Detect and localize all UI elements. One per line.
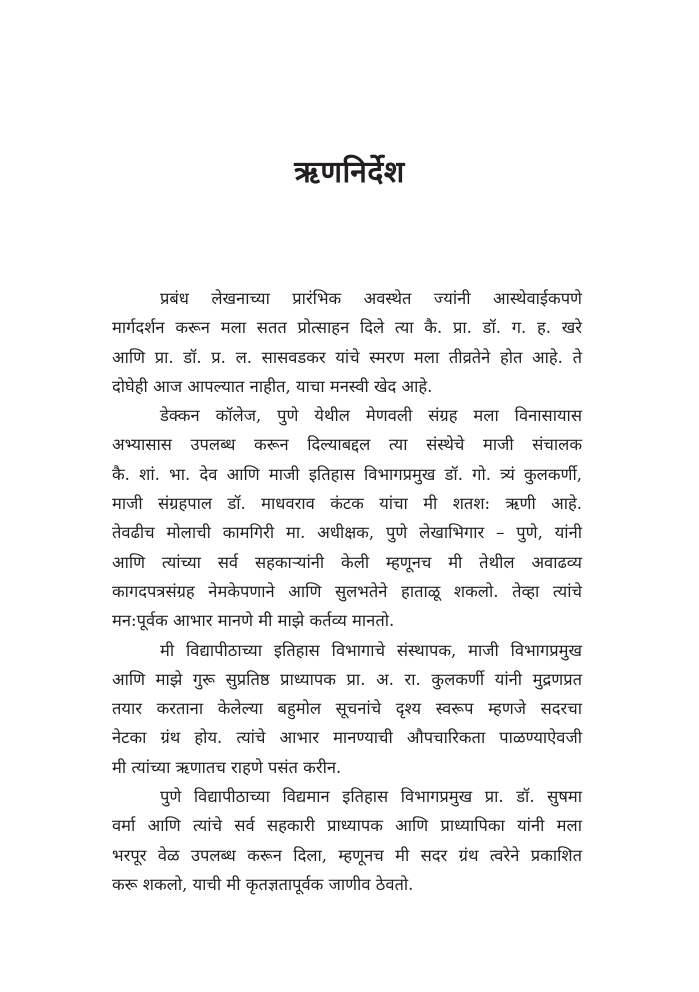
text-line: माजी संग्रहपाल डॉ. माधवराव कंटक यांचा मी शतश: ऋणी आहे. bbox=[112, 494, 582, 514]
text-line: भरपूर वेळ उपलब्ध करून दिला, म्हणूनच मी सदर ग्रंथ त्वरेने प्रकाशित bbox=[112, 845, 582, 865]
text-line: अभ्यासास उपलब्ध करून दिल्याबद्दल त्या संस्थेचे माजी संचालक bbox=[112, 435, 582, 455]
text-line: कै. शां. भा. देव आणि माजी इतिहास विभागप्रमुख डॉ. गो. त्र्यं कुलकर्णी, bbox=[112, 464, 582, 484]
text-line: मी त्यांच्या ऋणातच राहणे पसंत करीन. bbox=[112, 757, 342, 777]
text-line: मन:पूर्वक आभार मानणे मी माझे कर्तव्य मानतो. bbox=[112, 611, 395, 631]
text-line: कागदपत्रसंग्रह नेमकेपणाने आणि सुलभतेने हाताळू शकलो. तेव्हा त्यांचे bbox=[112, 581, 582, 601]
paragraph-4 bbox=[112, 782, 582, 899]
acknowledgement-body bbox=[112, 284, 582, 899]
paragraph-3 bbox=[112, 636, 582, 782]
text-line: पुणे विद्यापीठाच्या विद्यमान इतिहास विभागप्रमुख प्रा. डॉ. सुषमा bbox=[160, 787, 582, 807]
page-title: ऋणनिर्देश bbox=[294, 155, 405, 190]
text-line: करू शकलो, याची मी कृतज्ञतापूर्वक जाणीव ठेवतो. bbox=[112, 874, 414, 894]
text-line: मार्गदर्शन करून मला सतत प्रोत्साहन दिले त्या कै. प्रा. डॉ. ग. ह. खरे bbox=[112, 318, 582, 338]
text-line: आणि माझे गुरू सुप्रतिष्ठ प्राध्यापक प्रा. अ. रा. कुलकर्णी यांनी मुद्रणप्रत bbox=[112, 669, 582, 689]
text-line: दोघेही आज आपल्यात नाहीत, याचा मनस्वी खेद आहे. bbox=[112, 376, 433, 396]
text-line: डेक्कन कॉलेज, पुणे येथील मेणवली संग्रह मला विनासायास bbox=[160, 406, 582, 426]
text-line: प्रबंध लेखनाच्या प्रारंभिक अवस्थेत ज्यांनी आस्थेवाईकपणे bbox=[160, 289, 582, 308]
text-line: आणि त्यांच्या सर्व सहकाऱ्यांनी केली म्हणूनच मी तेथील अवाढव्य bbox=[112, 552, 582, 572]
text-line: तेवढीच मोलाची कामगिरी मा. अधीक्षक, पुणे लेखाभिगार – पुणे, यांनी bbox=[112, 523, 582, 543]
text-line: तयार करताना केलेल्या बहुमोल सूचनांचे दृश्य स्वरूप म्हणजे सदरचा bbox=[112, 699, 582, 719]
text-line: नेटका ग्रंथ होय. त्यांचे आभार मानण्याची औपचारिकता पाळण्याऐवजी bbox=[112, 728, 582, 748]
paragraph-2 bbox=[112, 401, 582, 635]
text-line: मी विद्यापीठाच्या इतिहास विभागाचे संस्थापक, माजी विभागप्रमुख bbox=[160, 640, 582, 660]
text-line: आणि प्रा. डॉ. प्र. ल. सासवडकर यांचे स्मरण मला तीव्रतेने होत आहे. ते bbox=[112, 347, 582, 367]
text-line: वर्मा आणि त्यांचे सर्व सहकारी प्राध्यापक आणि प्राध्यापिका यांनी मला bbox=[112, 816, 582, 836]
paragraph-1 bbox=[112, 284, 582, 401]
